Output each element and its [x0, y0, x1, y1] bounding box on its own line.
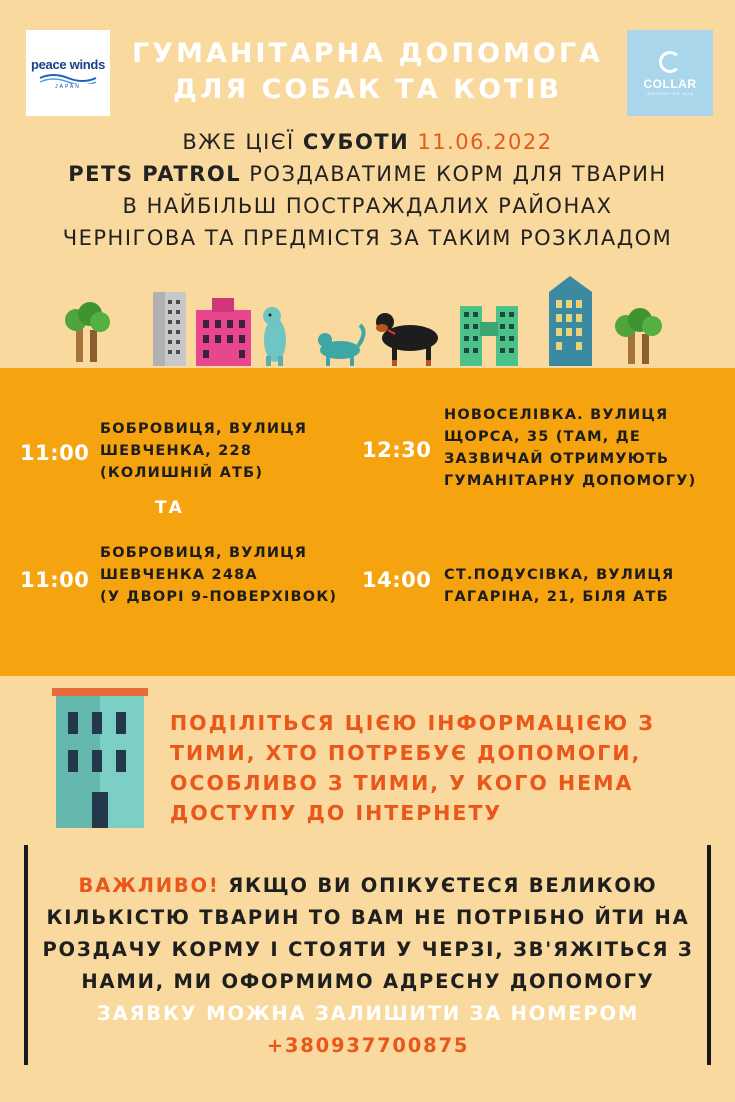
phone-number: +380937700875: [266, 1034, 470, 1057]
intro-prefix: ВЖЕ ЦІЄЇ: [182, 130, 303, 154]
building-icon: [52, 688, 148, 828]
address-line: НОВОСЕЛІВКА. ВУЛИЦЯ: [444, 407, 669, 423]
collar-ring-icon: [659, 51, 681, 73]
dog-icon: [376, 313, 438, 366]
share-line: ДОСТУПУ ДО ІНТЕРНЕТУ: [170, 801, 503, 825]
request-text: ЗАЯВКУ МОЖНА ЗАЛИШИТИ ЗА НОМЕРОМ: [96, 1002, 640, 1025]
and-label: ТА: [155, 498, 184, 518]
address-line: ЩОРСА, 35 (ТАМ, ДЕ: [444, 429, 641, 445]
share-line: ПОДІЛІТЬСЯ ЦІЄЮ ІНФОРМАЦІЄЮ З: [170, 711, 655, 735]
share-line: ОСОБЛИВО З ТИМИ, У КОГО НЕМА: [170, 771, 634, 795]
logo-right-sub: INNOVATION HUB: [646, 90, 694, 96]
page-title: [120, 36, 615, 108]
building-icon: [460, 306, 518, 366]
address-line: БОБРОВИЦЯ, ВУЛИЦЯ: [100, 421, 308, 437]
schedule-time: 14:00: [362, 568, 432, 592]
left-divider: [24, 845, 28, 1065]
logo-right-brand: COLLAR: [643, 76, 697, 91]
building-icon: [153, 292, 186, 366]
intro-org: PETS PATROL: [68, 162, 242, 186]
dog-icon: [263, 307, 286, 366]
important-text: ЯКЩО ВИ ОПІКУЄТЕСЯ ВЕЛИКОЮ КІЛЬКІСТЮ ТВАРИН ТО ВАМ НЕ ПОТРІБНО ЙТИ НА РОЗДАЧУ КОРМУ І СТОЯТИ У ЧЕРЗІ, ЗВ'ЯЖІТЬСЯ З НАМИ, МИ ОФОРМИМО АДРЕСНУ ДОПОМОГУ: [42, 874, 694, 993]
important-notice: [36, 870, 700, 1062]
address-line: БОБРОВИЦЯ, ВУЛИЦЯ: [100, 545, 308, 561]
logo-left-sub: JAPAN: [55, 83, 81, 90]
building-icon: [549, 276, 592, 366]
schedule-address: [100, 418, 307, 484]
address-line: (У ДВОРІ 9-ПОВЕРХІВОК): [100, 589, 338, 605]
address-line: ГУМАНІТАРНУ ДОПОМОГУ): [444, 473, 697, 489]
address-line: СТ.ПОДУСІВКА, ВУЛИЦЯ: [444, 567, 675, 583]
right-divider: [707, 845, 711, 1065]
schedule-address: [444, 564, 674, 608]
address-line: ГАГАРІНА, 21, БІЛЯ АТБ: [444, 589, 669, 605]
address-line: ШЕВЧЕНКА, 228: [100, 443, 253, 459]
city-animals-illustration: [0, 270, 735, 370]
schedule-time: 12:30: [362, 438, 432, 462]
collar-logo: [627, 30, 713, 116]
wave-icon: [38, 72, 98, 84]
share-line: ТИМИ, ХТО ПОТРЕБУЄ ДОПОМОГИ,: [170, 741, 642, 765]
address-line: ШЕВЧЕНКА 248А: [100, 567, 258, 583]
tree-icon: [65, 302, 110, 362]
title-line-1: ГУМАНІТАРНА ДОПОМОГА: [132, 38, 603, 69]
intro-text: [60, 126, 675, 254]
schedule-address: [100, 542, 337, 608]
intro-body: РОЗДАВАТИМЕ КОРМ ДЛЯ ТВАРИН В НАЙБІЛЬШ ПОСТРАЖДАЛИХ РАЙОНАХ ЧЕРНІГОВА ТА ПРЕДМІСТЯ ЗА ТАКИМ РОЗКЛАДОМ: [62, 162, 673, 250]
building-icon: [196, 298, 251, 366]
schedule-time: 11:00: [20, 568, 90, 592]
logo-left-brand: peace winds: [30, 56, 105, 72]
address-line: ЗАЗВИЧАЙ ОТРИМУЮТЬ: [444, 451, 670, 467]
important-label: ВАЖЛИВО!: [78, 874, 220, 897]
intro-date: 11.06.2022: [409, 130, 553, 154]
schedule-time: 11:00: [20, 441, 90, 465]
share-message: [170, 708, 710, 828]
intro-day: СУБОТИ: [302, 130, 410, 154]
title-line-2: ДЛЯ СОБАК ТА КОТІВ: [172, 74, 563, 105]
schedule-address: [444, 404, 696, 492]
peace-winds-logo: [26, 30, 110, 116]
tree-icon: [615, 308, 662, 364]
cat-icon: [318, 325, 364, 366]
address-line: (КОЛИШНІЙ АТБ): [100, 465, 264, 481]
